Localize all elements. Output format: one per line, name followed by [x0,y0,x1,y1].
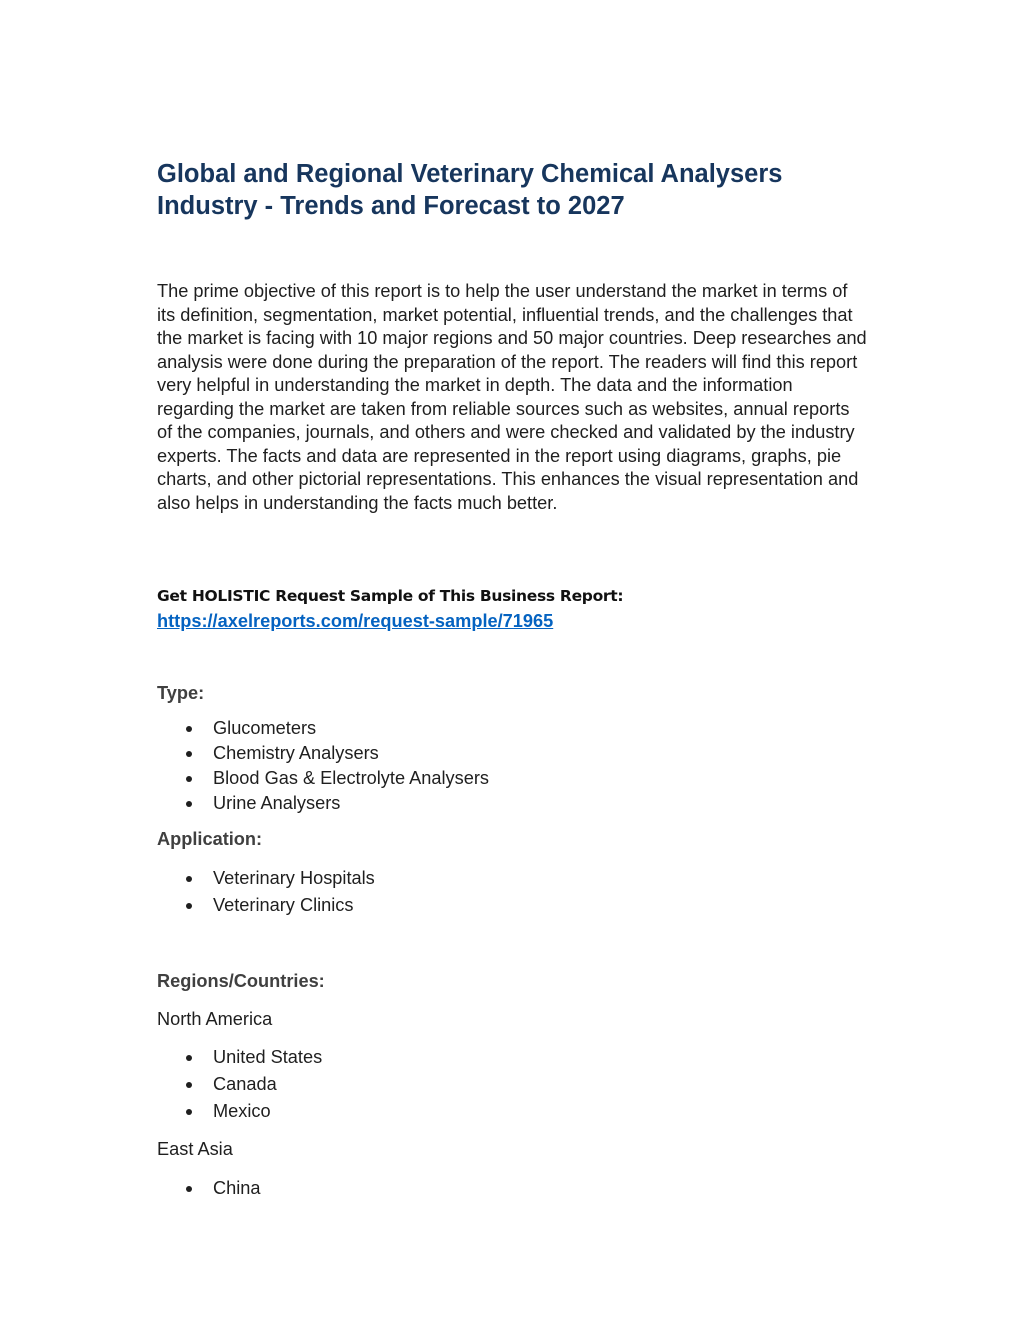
list-item-label: Veterinary Clinics [213,895,354,915]
bullet-icon [186,876,192,882]
list-item-label: Mexico [213,1101,271,1121]
list-item-label: China [213,1178,261,1198]
list-item [157,766,757,791]
bullet-icon [186,726,192,732]
type-heading: Type: [157,683,205,703]
list-item [157,716,757,741]
list-item-label: Glucometers [213,718,317,738]
region-country-list [157,1175,757,1202]
list-item-label: Chemistry Analysers [213,743,379,763]
list-item-label: Canada [213,1074,277,1094]
list-item-label: Urine Analysers [213,793,341,813]
bullet-icon [186,1186,192,1192]
list-item [157,741,757,766]
list-item-label: Veterinary Hospitals [213,868,375,888]
list-item [157,1175,757,1202]
list-item-label: United States [213,1047,323,1067]
list-item-label: Blood Gas & Electrolyte Analysers [213,768,489,788]
intro-paragraph: The prime objective of this report is to help the user understand the market in terms of its definition, segmentation, market potential, influential trends, and the challenges that the market is facing with 10 major regions and 50 major countries. Deep researches and analysis were done during the preparation of the report. The readers will find this report very helpful in understanding the market in depth. The data and the information regarding the market are taken from reliable sources such as websites, annual reports of the companies, journals, and others and were checked and validated by the industry experts. The facts and data are represented in the report using diagrams, graphs, pie charts, and other pictorial representations. This enhances the visual representation and also helps in understanding the facts much better. [157,281,867,513]
report-title: Global and Regional Veterinary Chemical Analysers Industry - Trends and Forecast to 2027 [157,160,783,220]
sample-request-link[interactable]: https://axelreports.com/request-sample/71965 [157,611,554,631]
application-list [157,865,757,919]
sample-request-label: Get HOLISTIC Request Sample of This Business Report: [157,587,624,605]
regions-heading: Regions/Countries: [157,971,325,991]
list-item [157,1098,757,1125]
bullet-icon [186,751,192,757]
list-item [157,1071,757,1098]
bullet-icon [186,1109,192,1115]
bullet-icon [186,1055,192,1061]
type-list [157,716,757,816]
application-heading: Application: [157,829,263,849]
list-item [157,1044,757,1071]
region-name: East Asia [157,1139,233,1159]
bullet-icon [186,776,192,782]
list-item [157,865,757,892]
list-item [157,791,757,816]
list-item [157,892,757,919]
region-country-list [157,1044,757,1125]
bullet-icon [186,1082,192,1088]
bullet-icon [186,801,192,807]
bullet-icon [186,903,192,909]
region-name: North America [157,1009,273,1029]
